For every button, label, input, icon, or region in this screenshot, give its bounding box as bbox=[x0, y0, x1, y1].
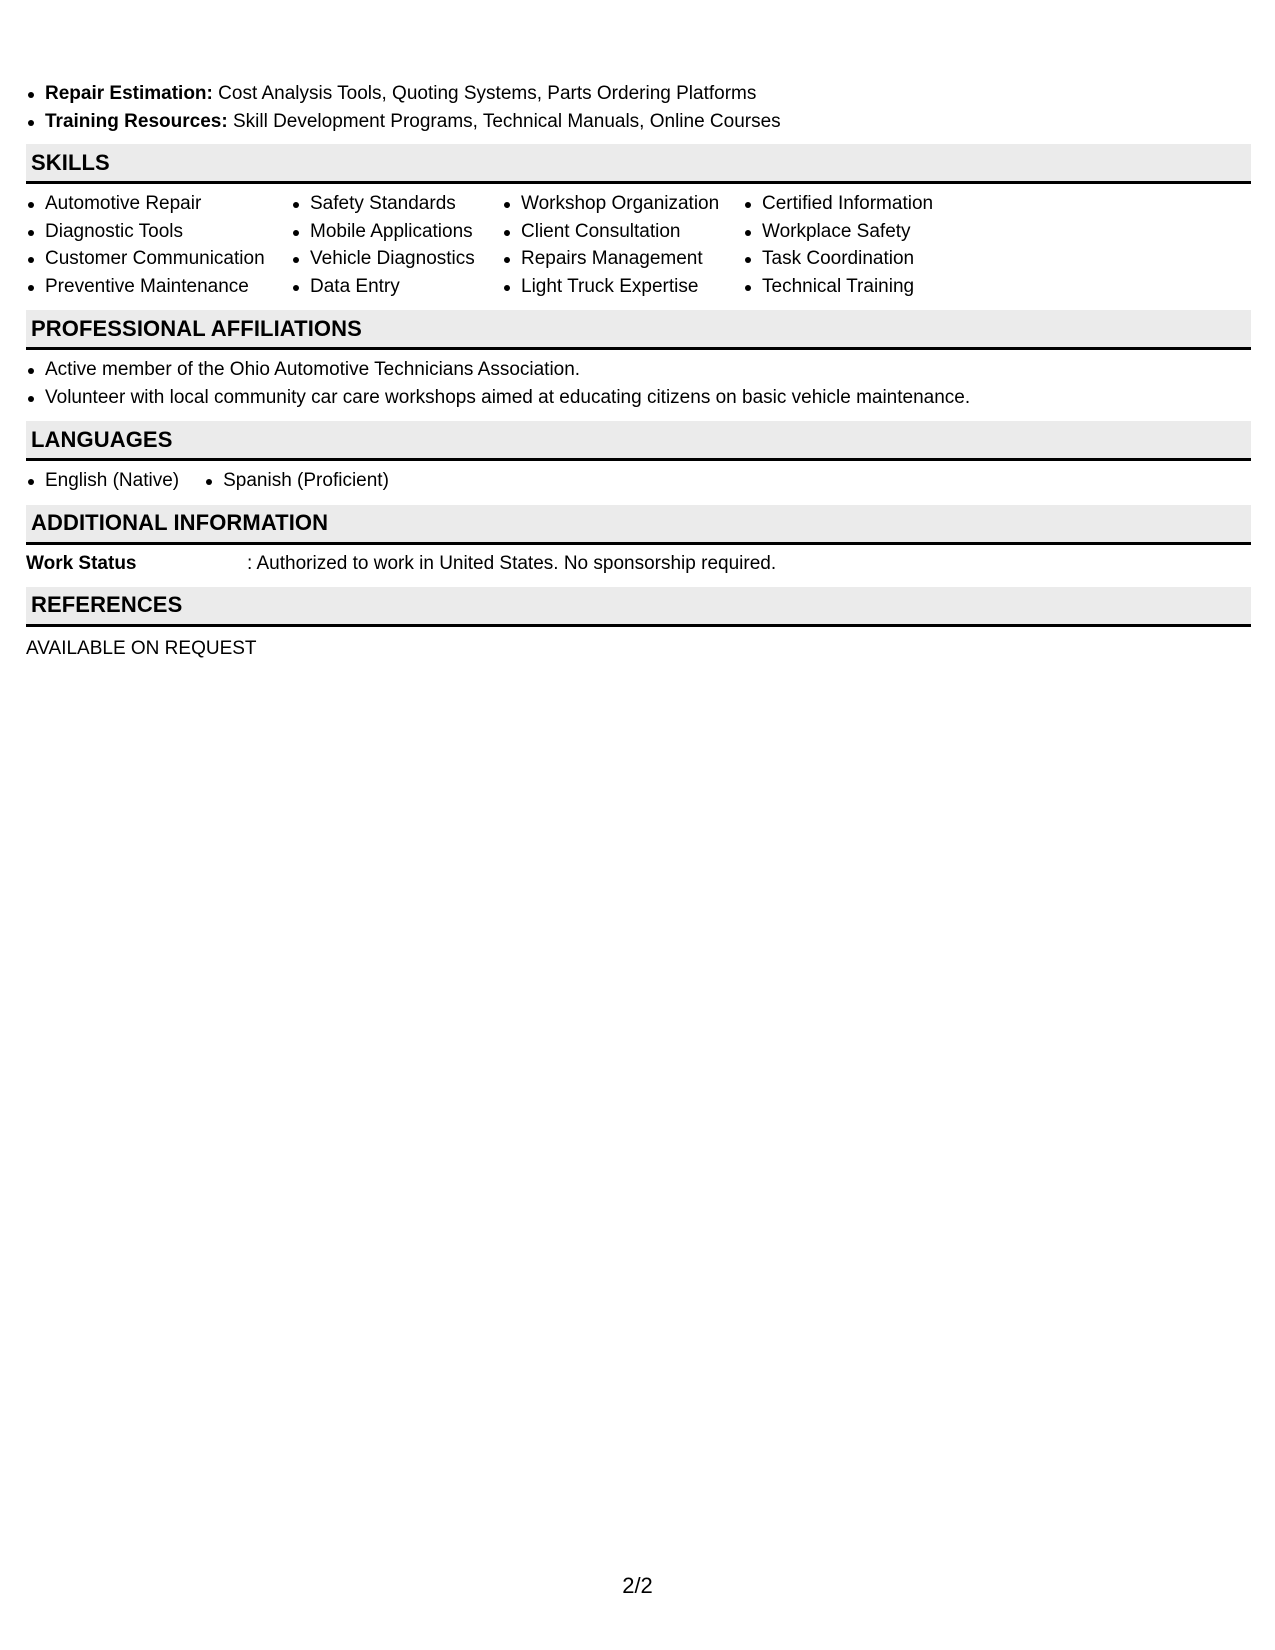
section-title-languages: LANGUAGES bbox=[26, 421, 1251, 461]
tool-label: Training Resources: bbox=[45, 110, 228, 132]
skill-item: Certified Information bbox=[743, 190, 1003, 218]
skill-item: Technical Training bbox=[743, 273, 1003, 301]
section-title-additional-information: ADDITIONAL INFORMATION bbox=[26, 505, 1251, 545]
work-status-row bbox=[26, 545, 1251, 587]
tool-text: Cost Analysis Tools, Quoting Systems, Parts Ordering Platforms bbox=[212, 83, 757, 104]
references-text: AVAILABLE ON REQUEST bbox=[26, 637, 257, 659]
language-item: English (Native) bbox=[26, 467, 179, 495]
tool-text: Skill Development Programs, Technical Manuals, Online Courses bbox=[227, 110, 781, 132]
skill-item: Automotive Repair bbox=[26, 190, 291, 218]
tool-label: Repair Estimation: bbox=[45, 83, 213, 104]
languages-list bbox=[26, 461, 1251, 505]
work-status-value: : Authorized to work in United States. No sponsorship required. bbox=[247, 552, 777, 574]
skill-item: Data Entry bbox=[291, 273, 502, 301]
skills-column bbox=[743, 190, 1003, 300]
affiliations-list bbox=[26, 350, 1251, 421]
language-item: Spanish (Proficient) bbox=[204, 467, 389, 495]
list-item bbox=[26, 80, 1251, 108]
skills-column bbox=[291, 190, 502, 300]
skill-item: Preventive Maintenance bbox=[26, 273, 291, 301]
resume-page bbox=[26, 80, 1251, 662]
skills-column bbox=[502, 190, 743, 300]
section-title-references: REFERENCES bbox=[26, 587, 1251, 627]
list-item bbox=[26, 108, 1251, 136]
skill-item: Client Consultation bbox=[502, 218, 743, 246]
page-number: 2/2 bbox=[622, 1573, 653, 1598]
work-status-label: Work Status bbox=[26, 552, 137, 574]
tools-list bbox=[26, 80, 1251, 144]
affiliation-item: Active member of the Ohio Automotive Technicians Association. bbox=[26, 356, 1251, 384]
skill-item: Light Truck Expertise bbox=[502, 273, 743, 301]
skill-item: Workplace Safety bbox=[743, 218, 1003, 246]
section-title-skills: SKILLS bbox=[26, 144, 1251, 184]
skill-item: Workshop Organization bbox=[502, 190, 743, 218]
affiliation-item: Volunteer with local community car care workshops aimed at educating citizens on basic vehicle maintenance. bbox=[26, 384, 1251, 412]
skill-item: Task Coordination bbox=[743, 245, 1003, 273]
skill-item: Mobile Applications bbox=[291, 218, 502, 246]
skills-column bbox=[26, 190, 291, 300]
skill-item: Safety Standards bbox=[291, 190, 502, 218]
section-title-affiliations: PROFESSIONAL AFFILIATIONS bbox=[26, 310, 1251, 350]
skills-grid bbox=[26, 184, 1251, 310]
skill-item: Repairs Management bbox=[502, 245, 743, 273]
skill-item: Vehicle Diagnostics bbox=[291, 245, 502, 273]
skill-item: Diagnostic Tools bbox=[26, 218, 291, 246]
skill-item: Customer Communication bbox=[26, 245, 291, 273]
